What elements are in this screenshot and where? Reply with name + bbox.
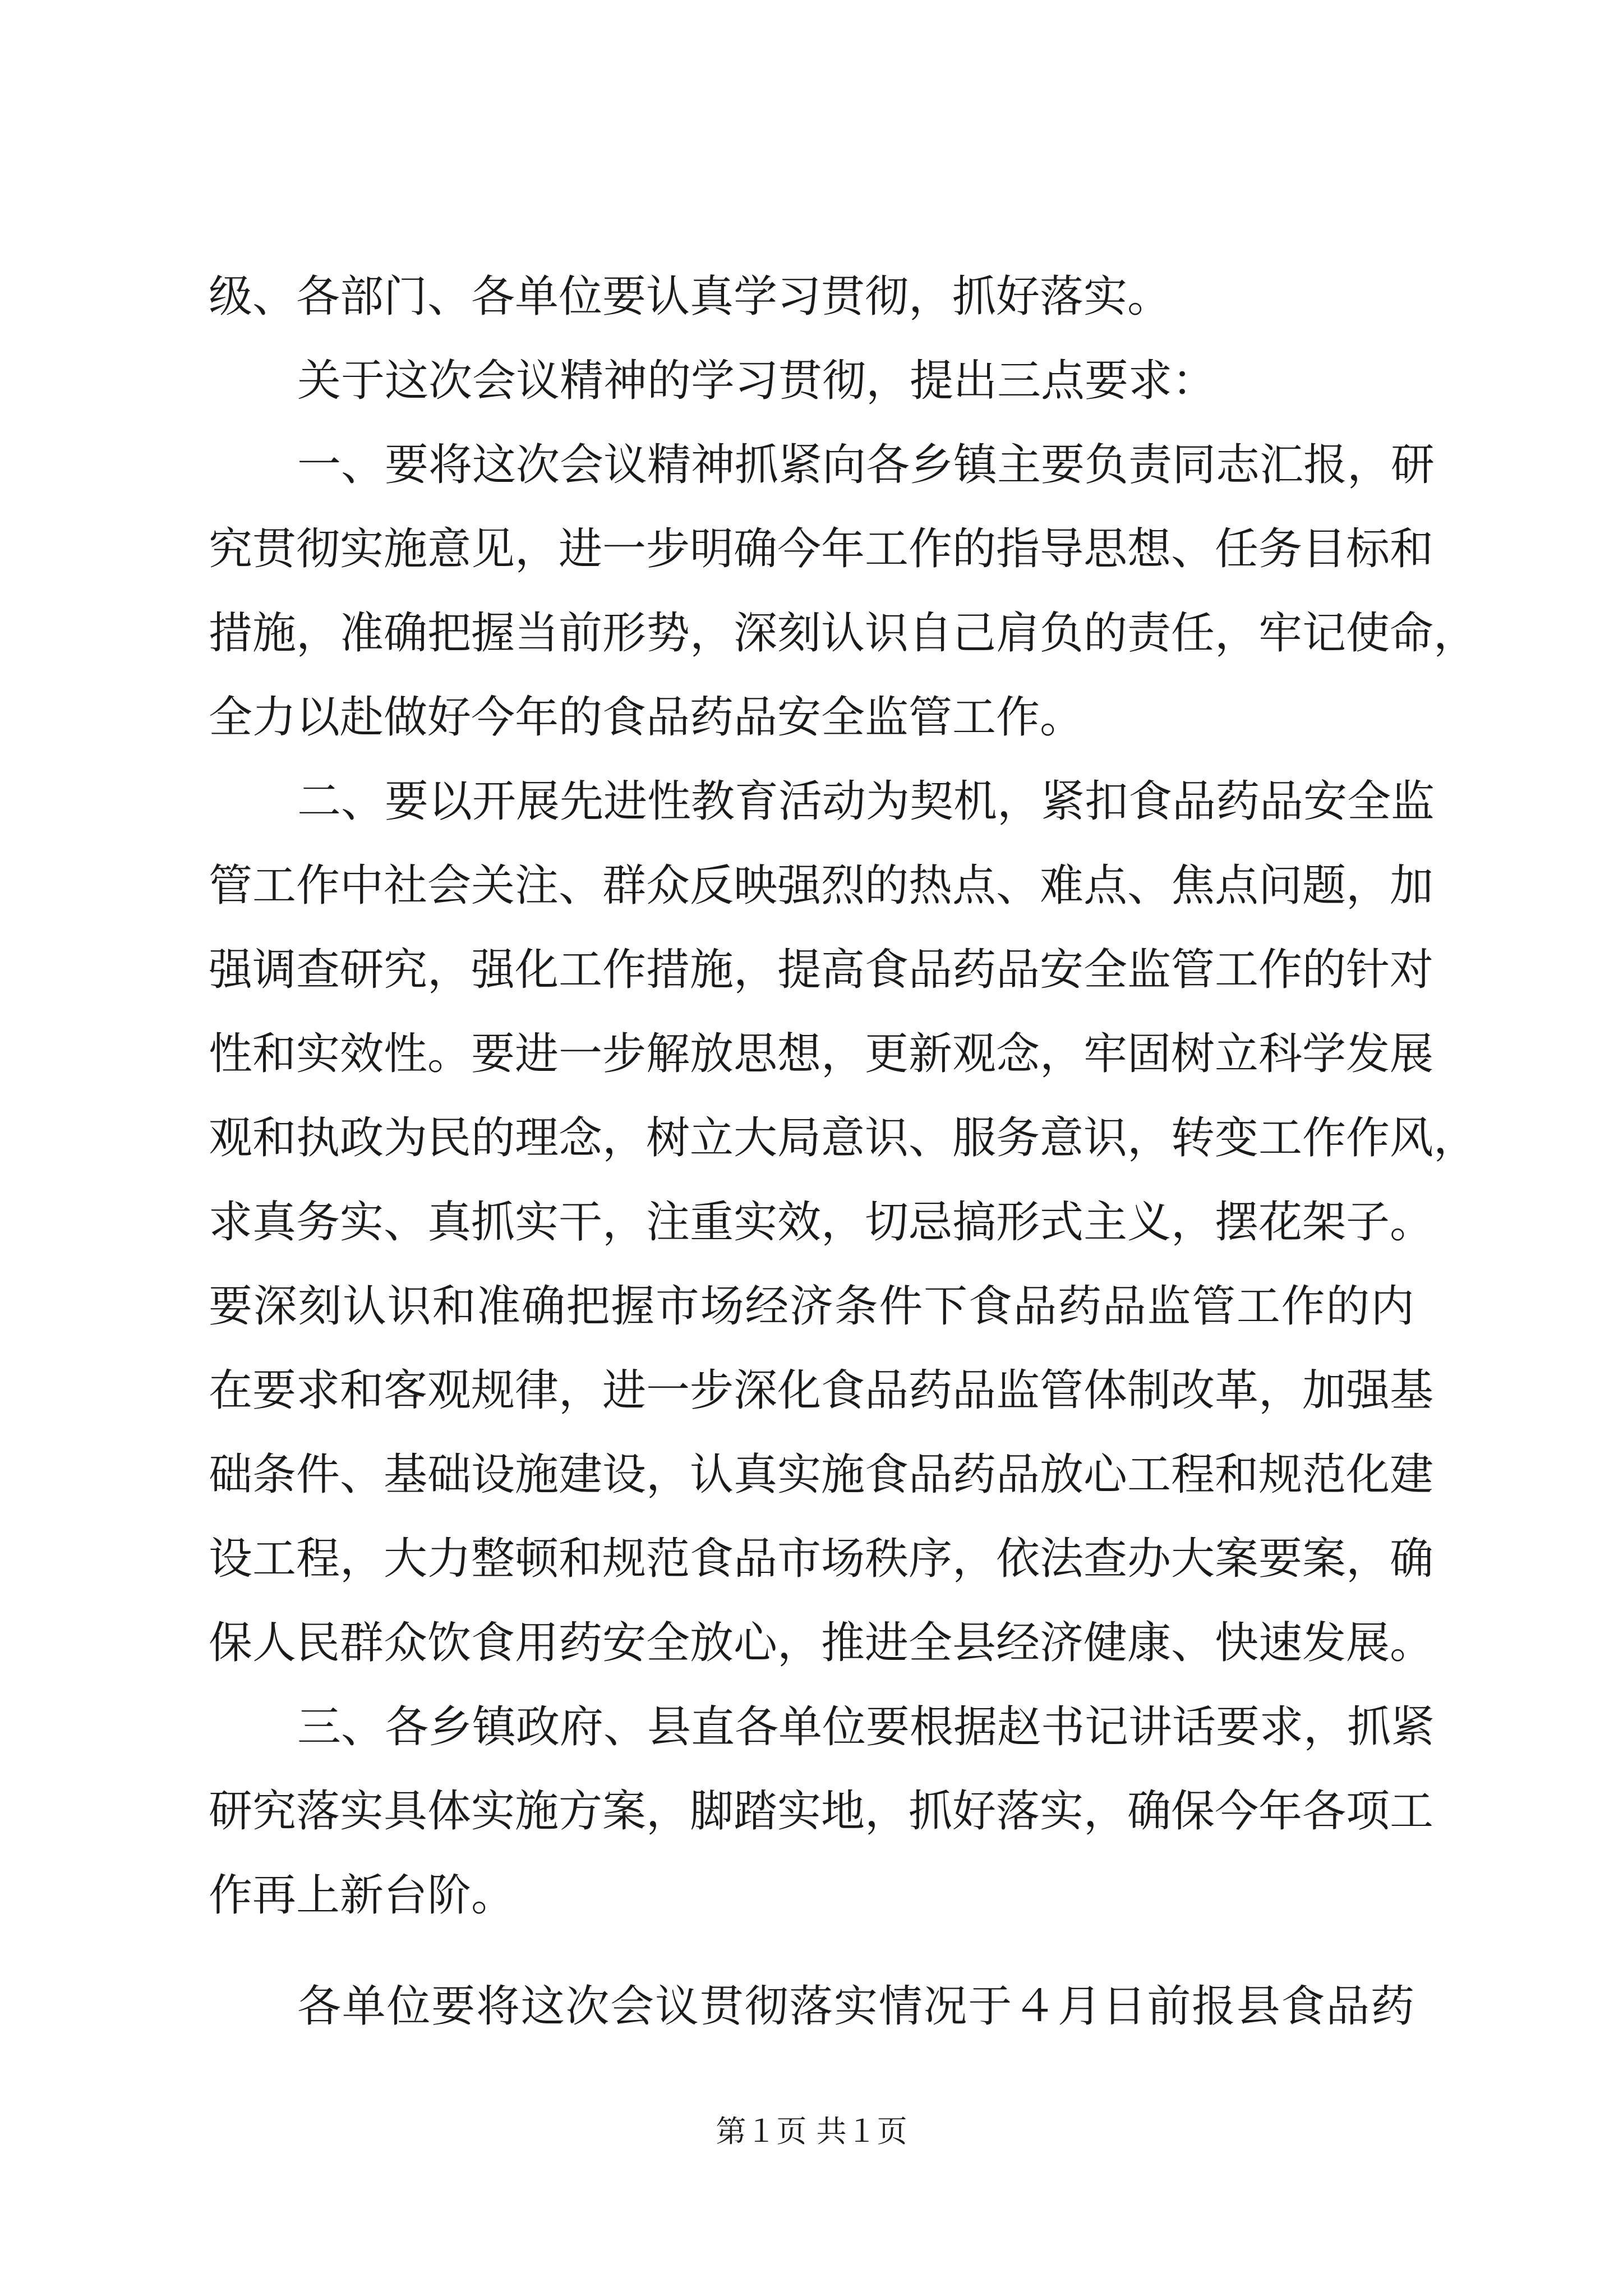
page-footer xyxy=(0,2109,1623,2154)
text-line: 研究落实具体实施方案，脚踏实地，抓好落实，确保今年各项工 xyxy=(209,1786,1434,1837)
paragraph-first-line: 二、要以开展先进性教育活动为契机，紧扣食品药品安全监 xyxy=(297,776,1435,827)
paragraph-first-line: 三、各乡镇政府、县直各单位要根据赵书记讲话要求，抓紧 xyxy=(297,1702,1435,1752)
text-line: 求真务实、真抓实干，注重实效，切忌搞形式主义，摆花架子。 xyxy=(209,1197,1434,1248)
text-line: 设工程，大力整顿和规范食品市场秩序，依法查办大案要案，确 xyxy=(209,1534,1434,1584)
page-number: 第１页 共１页 xyxy=(716,2114,907,2149)
paragraph-first-line: 关于这次会议精神的学习贯彻，提出三点要求： xyxy=(297,356,1216,406)
text-line: 观和执政为民的理念，树立大局意识、服务意识，转变工作作风， xyxy=(209,1113,1478,1163)
text-line: 全力以赴做好今年的食品药品安全监管工作。 xyxy=(209,692,1084,743)
text-line: 保人民群众饮食用药安全放心，推进全县经济健康、快速发展。 xyxy=(209,1618,1434,1668)
text-line: 在要求和客观规律，进一步深化食品药品监管体制改革，加强基 xyxy=(209,1365,1434,1416)
paragraph-first-line: 各单位要将这次会议贯彻落实情况于４月日前报县食品药 xyxy=(297,1981,1414,2032)
text-line: 作再上新台阶。 xyxy=(209,1870,515,1921)
text-line: 性和实效性。要进一步解放思想，更新观念，牢固树立科学发展 xyxy=(209,1029,1434,1079)
text-line: 究贯彻实施意见，进一步明确今年工作的指导思想、任务目标和 xyxy=(209,524,1434,574)
document-body xyxy=(209,255,1478,2049)
text-line: 强调查研究，强化工作措施，提高食品药品安全监管工作的针对 xyxy=(209,945,1434,995)
text-line: 要深刻认识和准确把握市场经济条件下食品药品监管工作的内 xyxy=(209,1281,1414,1332)
paragraph-first-line: 一、要将这次会议精神抓紧向各乡镇主要负责同志汇报，研 xyxy=(297,440,1435,490)
text-line: 管工作中社会关注、群众反映强烈的热点、难点、焦点问题，加 xyxy=(209,861,1434,911)
text-line: 级、各部门、各单位要认真学习贯彻，抓好落实。 xyxy=(209,272,1172,322)
text-line: 础条件、基础设施建设，认真实施食品药品放心工程和规范化建 xyxy=(209,1450,1434,1500)
text-line: 措施，准确把握当前形势，深刻认识自己肩负的责任，牢记使命， xyxy=(209,608,1478,659)
